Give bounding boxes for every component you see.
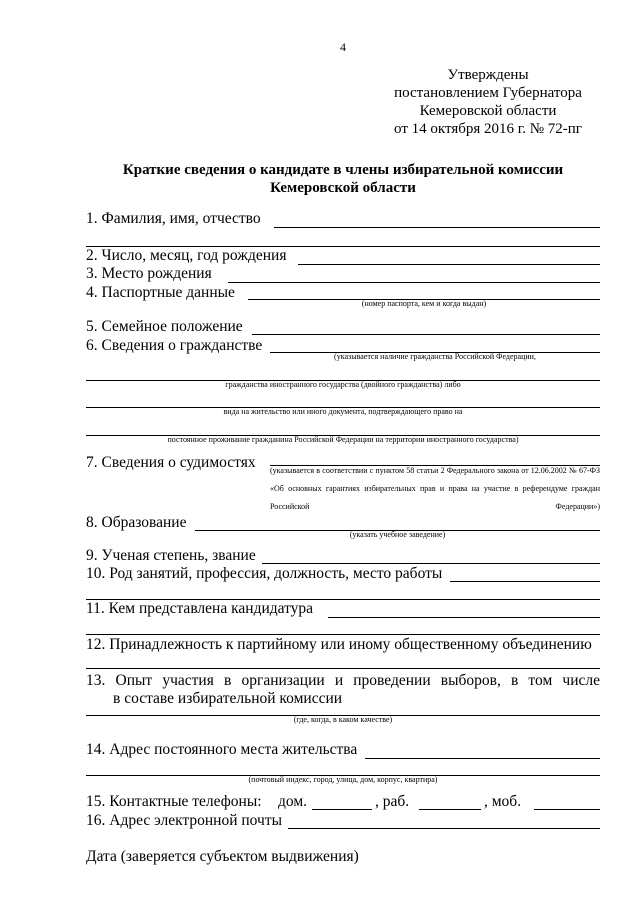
field-9-line[interactable] xyxy=(262,563,600,564)
field-2-label: 2. Число, месяц, год рождения xyxy=(86,247,287,264)
field-6-note-3: вида на жительство или иного документа, подтверждающего право на xyxy=(223,407,463,416)
field-13-note: (где, когда, в каком качестве) xyxy=(293,715,393,724)
field-3-line[interactable] xyxy=(228,282,600,283)
form-title-line-2: Кемеровской области xyxy=(270,180,416,196)
phone-mobile-label: , моб. xyxy=(484,793,522,810)
field-11-line[interactable] xyxy=(328,617,600,618)
field-6-note-2: гражданства иностранного государства (двойного гражданства) либо xyxy=(225,380,461,389)
field-3-label: 3. Место рождения xyxy=(86,265,212,282)
field-12-label: 12. Принадлежность к партийному или иному общественному объединению xyxy=(86,636,592,653)
field-8-label: 8. Образование xyxy=(86,514,187,531)
field-4-note: (номер паспорта, кем и когда выдан) xyxy=(361,299,487,308)
field-16-label: 16. Адрес электронной почты xyxy=(86,812,283,829)
phone-work-label: , раб. xyxy=(375,793,410,810)
phone-mobile-line[interactable] xyxy=(534,809,600,810)
approval-line-1: Утверждены xyxy=(447,67,529,83)
field-4-label: 4. Паспортные данные xyxy=(86,284,235,301)
field-13-label-line-2: в составе избирательной комиссии xyxy=(113,690,343,707)
field-6-note-1: (указывается наличие гражданства Российской Федерации, xyxy=(334,352,536,361)
field-14-note: (почтовый индекс, город, улица, дом, корпус, квартира) xyxy=(248,775,438,784)
field-10-line[interactable] xyxy=(450,581,600,582)
field-6-note-4: постоянное проживание гражданина Российской Федерации на территории иностранного государства) xyxy=(167,435,519,444)
phone-home-line[interactable] xyxy=(312,809,372,810)
field-1-line[interactable] xyxy=(274,227,600,228)
field-5-line[interactable] xyxy=(252,334,600,335)
page-number: 4 xyxy=(340,40,346,54)
field-6-label: 6. Сведения о гражданстве xyxy=(86,337,263,354)
approval-line-4: от 14 октября 2016 г. № 72-пг xyxy=(394,121,582,137)
approval-line-2: постановлением Губернатора xyxy=(394,85,582,101)
field-13-label-line-1: 13. Опыт участия в организации и проведении выборов, в том числе xyxy=(86,672,600,689)
form-title-line-1: Краткие сведения о кандидате в члены избирательной комиссии xyxy=(122,162,564,178)
date-label: Дата (заверяется субъектом выдвижения) xyxy=(86,848,359,865)
field-11-label: 11. Кем представлена кандидатура xyxy=(86,600,314,617)
field-1-label: 1. Фамилия, имя, отчество xyxy=(86,210,261,227)
field-10-label: 10. Род занятий, профессия, должность, место работы xyxy=(86,565,443,582)
field-8-note: (указать учебное заведение) xyxy=(349,530,446,539)
field-9-label: 9. Ученая степень, звание xyxy=(86,547,256,564)
field-14-label: 14. Адрес постоянного места жительства xyxy=(86,741,358,758)
field-14-line[interactable] xyxy=(365,758,600,759)
field-5-label: 5. Семейное положение xyxy=(86,318,243,335)
field-2-line[interactable] xyxy=(298,264,600,265)
field-15-label: 15. Контактные телефоны: xyxy=(86,793,262,810)
phone-home-label: дом. xyxy=(278,793,308,810)
approval-line-3: Кемеровской области xyxy=(419,103,557,119)
field-7-note: (указывается в соответствии с пунктом 58 статьи 2 Федерального закона от 12.06.2002 № 67-ФЗ «Об основных гарантиях избирательных прав и права на участие в референдуме граждан Российской Федерации») xyxy=(270,466,600,511)
form-title xyxy=(86,161,600,197)
field-7-label: 7. Сведения о судимостях xyxy=(86,454,256,471)
field-16-line[interactable] xyxy=(288,828,600,829)
field-12-line[interactable] xyxy=(86,668,600,669)
phone-work-line[interactable] xyxy=(419,809,481,810)
field-11-line-2[interactable] xyxy=(86,634,600,635)
